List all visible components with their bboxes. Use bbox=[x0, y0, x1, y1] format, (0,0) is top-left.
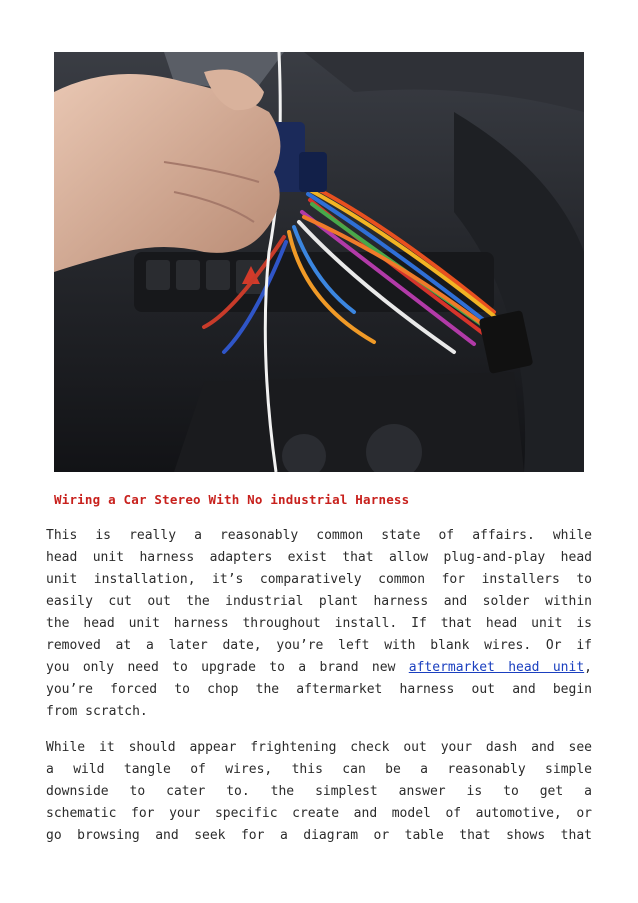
paragraph-line: unit installation, it’s comparatively common for installers to bbox=[46, 572, 592, 587]
paragraph-1 bbox=[46, 525, 592, 723]
paragraph-line: This is really a reasonably common state of affairs. while bbox=[46, 528, 592, 543]
paragraph-line: While it should appear frightening check out your dash and see bbox=[46, 740, 592, 755]
paragraph-line: removed at a later date, you’re left with blank wires. Or if bbox=[46, 638, 592, 653]
paragraph-line: head unit harness adapters exist that allow plug-and-play head bbox=[46, 550, 592, 565]
paragraph-line-text: you only need to upgrade to a brand new bbox=[46, 660, 396, 675]
paragraph-line: a wild tangle of wires, this can be a reasonably simple bbox=[46, 762, 592, 777]
aftermarket-head-unit-link[interactable]: aftermarket head unit bbox=[408, 660, 585, 675]
figure-caption: Wiring a Car Stereo With No industrial Harness bbox=[54, 492, 410, 507]
photo-car-stereo-wiring-icon bbox=[54, 52, 584, 472]
paragraph-line: you’re forced to chop the aftermarket harness out and begin bbox=[46, 682, 592, 697]
paragraph-line: from scratch. bbox=[46, 704, 148, 719]
paragraph-line: schematic for your specific create and model of automotive, or bbox=[46, 806, 592, 821]
paragraph-line-with-link bbox=[46, 657, 592, 679]
paragraph-line: the head unit harness throughout install. If that head unit is bbox=[46, 616, 592, 631]
paragraph-line: downside to cater to. the simplest answer is to get a bbox=[46, 784, 592, 799]
paragraph-line: easily cut out the industrial plant harness and solder within bbox=[46, 594, 592, 609]
paragraph-line: go browsing and seek for a diagram or table that shows that bbox=[46, 828, 592, 843]
car-stereo-wiring-photo bbox=[54, 52, 584, 472]
link-trailing-punctuation: , bbox=[584, 660, 592, 675]
paragraph-2 bbox=[46, 737, 592, 847]
